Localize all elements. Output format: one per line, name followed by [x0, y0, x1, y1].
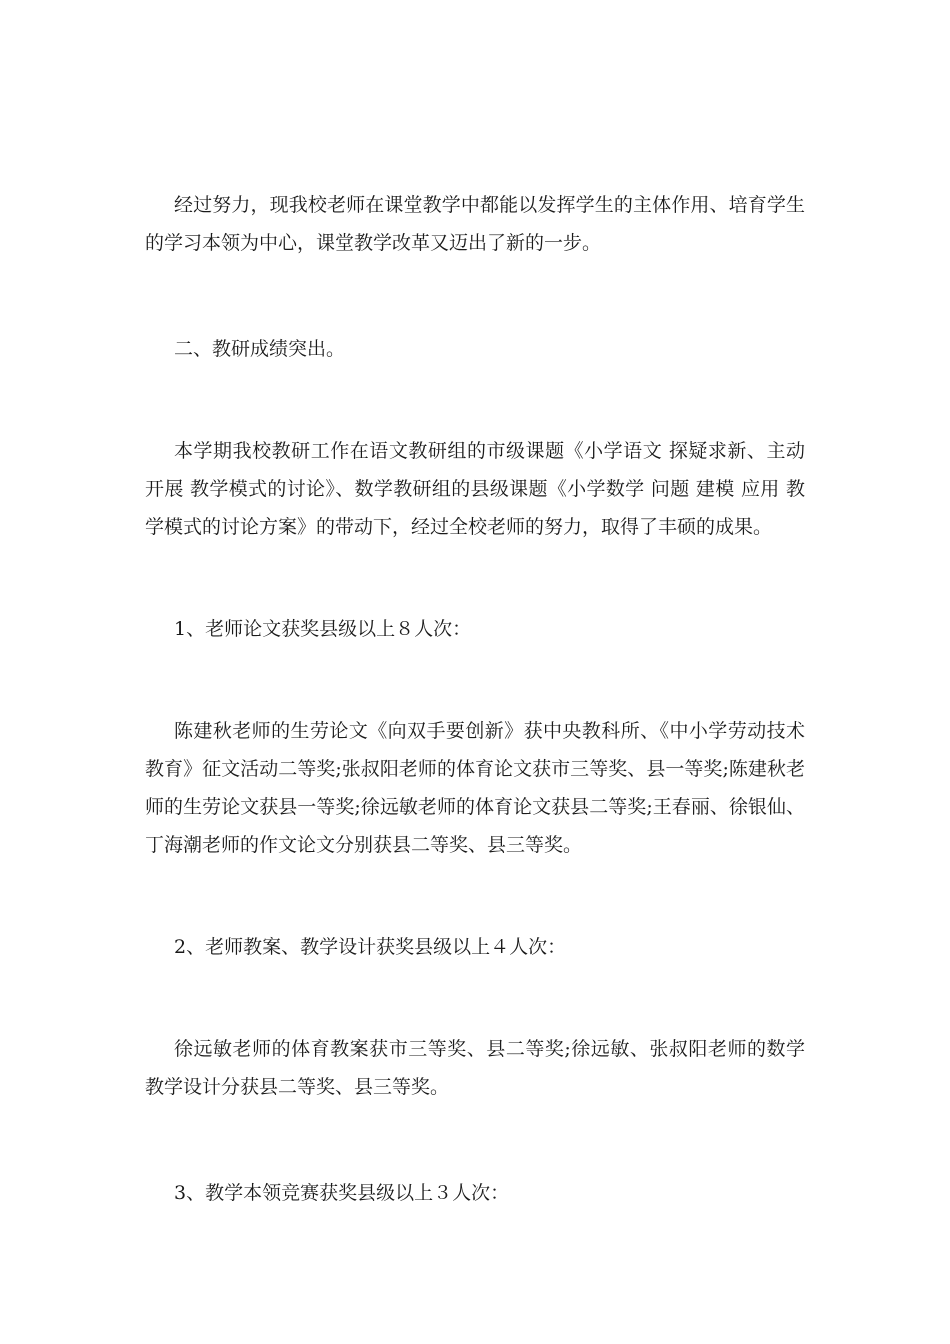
paragraph-research-projects: 本学期我校教研工作在语文教研组的市级课题《小学语文 探疑求新、主动开展 教学模式的讨论》、数学教研组的县级课题《小学数学 问题 建模 应用 教学模式的讨论方案》的带动下，经过全校老师的努力，取得了丰硕的成果。	[145, 440, 805, 538]
list-heading-lesson-plan-awards: 2、老师教案、教学设计获奖县级以上４人次：	[174, 936, 567, 958]
list-heading-paper-awards: 1、老师论文获奖县级以上８人次：	[174, 618, 472, 640]
section-heading-research-results: 二、教研成绩突出。	[174, 338, 346, 360]
paragraph-reform-summary: 经过努力，现我校老师在课堂教学中都能以发挥学生的主体作用、培育学生的学习本领为中心，课堂教学改革又迈出了新的一步。	[145, 194, 805, 254]
paragraph-lesson-plan-awards: 徐远敏老师的体育教案获市三等奖、县二等奖;徐远敏、张叔阳老师的数学教学设计分获县二等奖、县三等奖。	[145, 1038, 805, 1098]
paragraph-paper-awards: 陈建秋老师的生劳论文《向双手要创新》获中央教科所、《中小学劳动技术教育》征文活动二等奖;张叔阳老师的体育论文获市三等奖、县一等奖;陈建秋老师的生劳论文获县一等奖;徐远敏老师的体育论文获县二等奖;王春丽、徐银仙、丁海潮老师的作文论文分别获县二等奖、县三等奖。	[145, 720, 805, 856]
list-heading-teaching-competition: 3、教学本领竞赛获奖县级以上３人次：	[174, 1182, 510, 1204]
